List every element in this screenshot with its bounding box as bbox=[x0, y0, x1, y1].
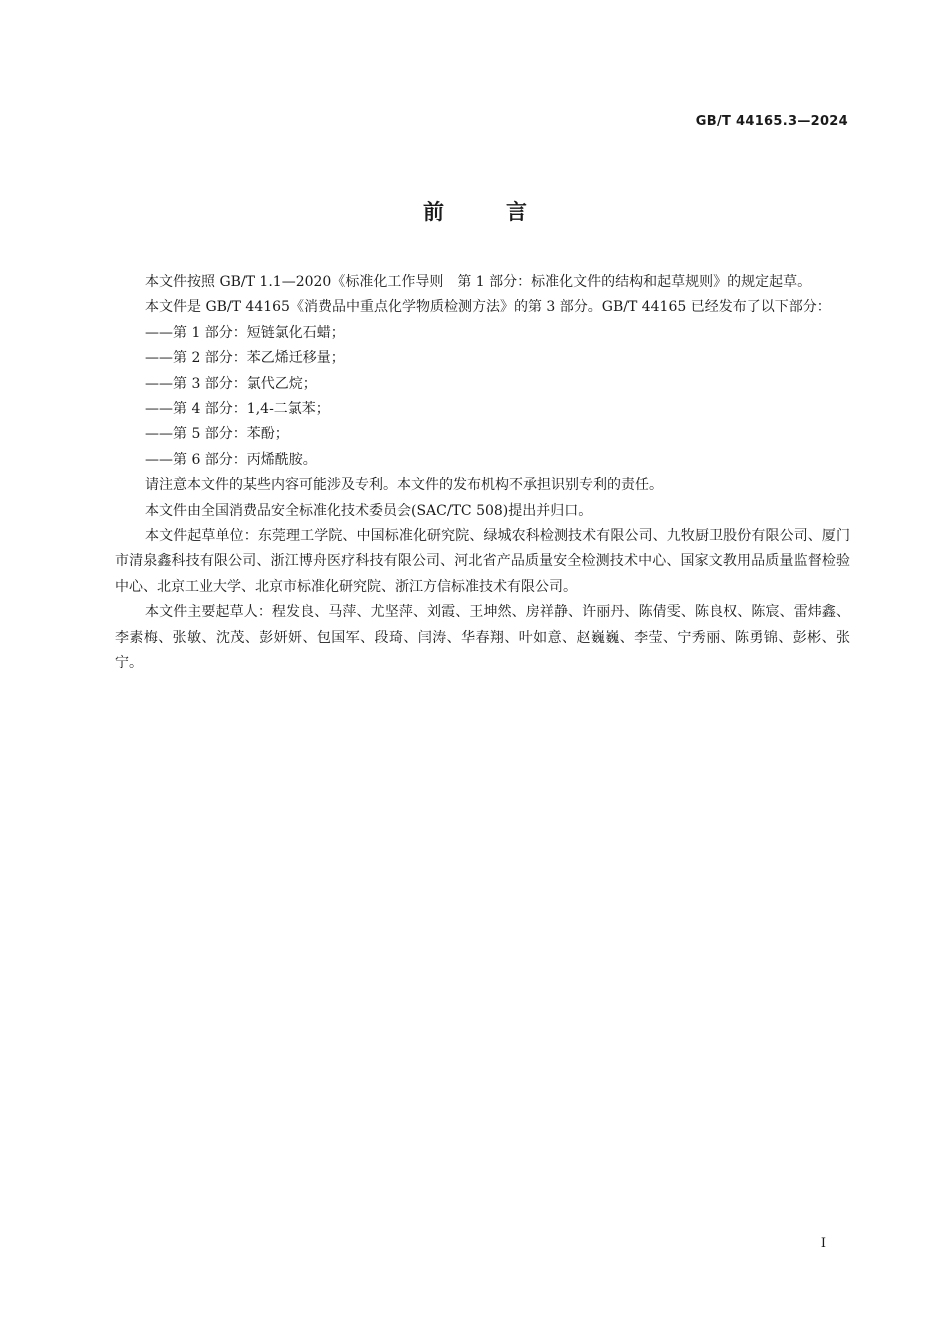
paragraph-proposer: 本文件由全国消费品安全标准化技术委员会(SAC/TC 508)提出并归口。 bbox=[145, 502, 593, 519]
standard-code: GB/T 44165.3—2024 bbox=[695, 114, 848, 129]
list-item: ——第 2 部分：苯乙烯迁移量； bbox=[145, 350, 345, 367]
paragraph-drafters: 本文件主要起草人：程发良、马萍、尤坚萍、刘霞、王坤然、房祥静、许丽丹、陈倩雯、陈良权、陈宸、雷炜鑫、李素梅、张敏、沈茂、彭妍妍、包国军、段琦、闫涛、华春翔、叶如意、赵巍巍、李莹、宁秀丽、陈勇锦、彭彬、张宁。 bbox=[115, 604, 850, 672]
list-item: ——第 5 部分：苯酚； bbox=[145, 426, 289, 443]
paragraph-series-intro: 本文件是 GB/T 44165《消费品中重点化学物质检测方法》的第 3 部分。GB/T 44165 已经发布了以下部分： bbox=[145, 299, 831, 316]
list-item: ——第 1 部分：短链氯化石蜡； bbox=[145, 324, 345, 341]
paragraph-drafting-units: 本文件起草单位：东莞理工学院、中国标准化研究院、绿城农科检测技术有限公司、九牧厨卫股份有限公司、厦门市清泉鑫科技有限公司、浙江博舟医疗科技有限公司、河北省产品质量安全检测技术中心、国家文教用品质量监督检验中心、北京工业大学、北京市标准化研究院、浙江方信标准技术有限公司。 bbox=[115, 528, 850, 595]
page-title: 前言 bbox=[423, 200, 589, 224]
paragraph-drafting-rules: 本文件按照 GB/T 1.1—2020《标准化工作导则 第 1 部分：标准化文件的结构和起草规则》的规定起草。 bbox=[145, 274, 812, 290]
paragraph-patent-notice: 请注意本文件的某些内容可能涉及专利。本文件的发布机构不承担识别专利的责任。 bbox=[145, 477, 663, 494]
list-item: ——第 6 部分：丙烯酰胺。 bbox=[145, 451, 317, 468]
document-body bbox=[115, 270, 850, 677]
list-item: ——第 4 部分：1,4-二氯苯； bbox=[145, 401, 330, 418]
parts-list bbox=[115, 321, 850, 473]
page-number: I bbox=[820, 1236, 826, 1251]
list-item: ——第 3 部分：氯代乙烷； bbox=[145, 375, 317, 392]
